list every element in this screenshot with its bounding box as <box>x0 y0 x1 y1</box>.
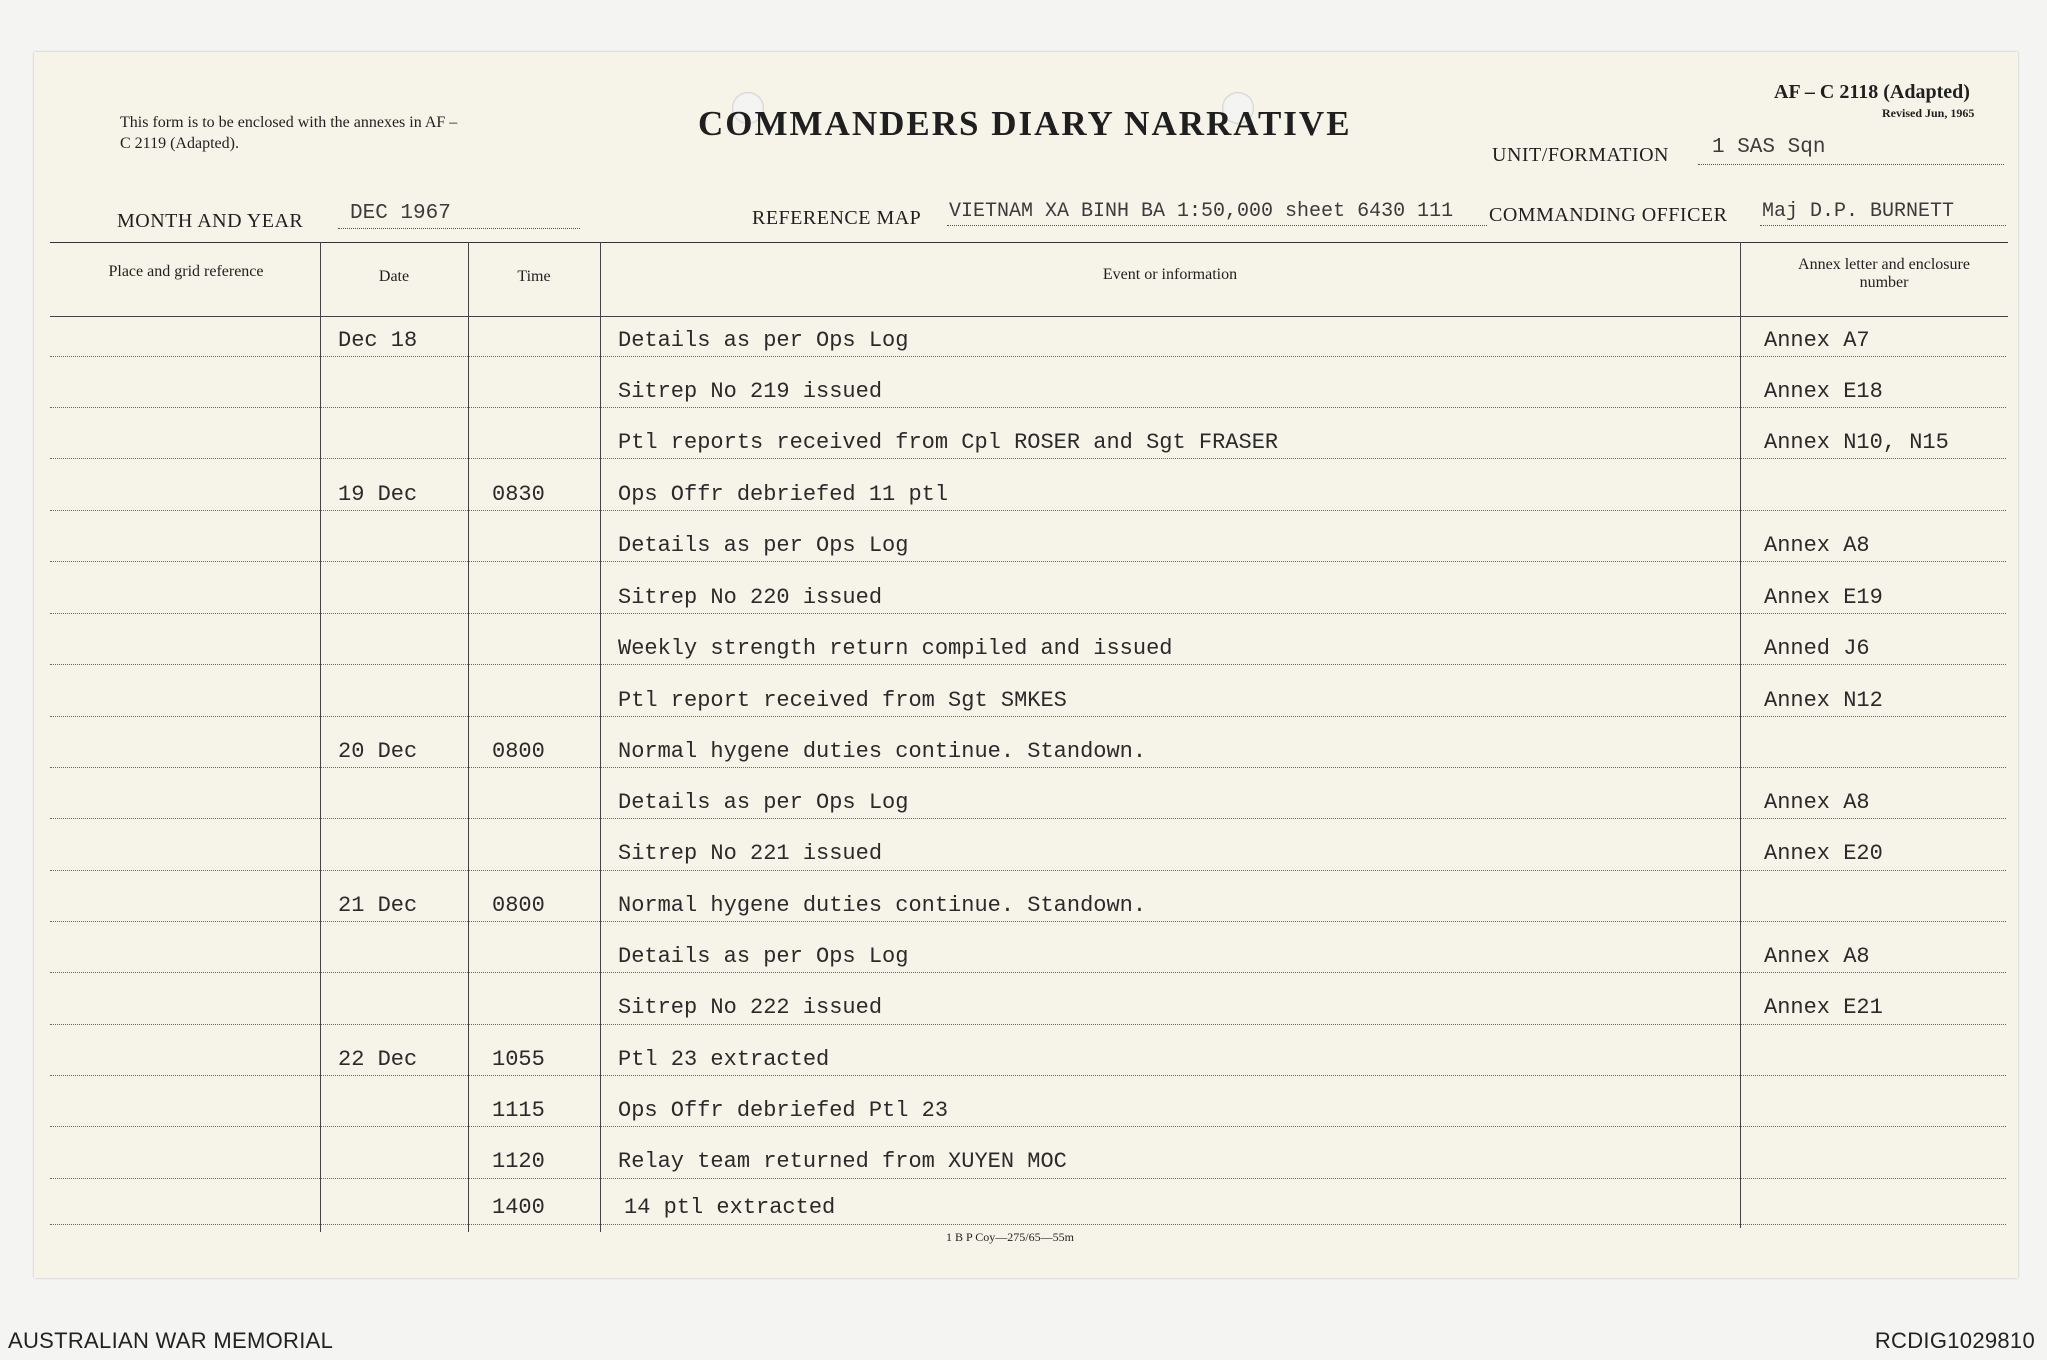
commanding-officer-label: COMMANDING OFFICER <box>1489 204 1728 226</box>
row-annex: Annex E21 <box>1764 995 1883 1020</box>
row-event: Details as per Ops Log <box>618 533 909 558</box>
unit-formation-label: UNIT/FORMATION <box>1492 144 1669 166</box>
revised-date: Revised Jun, 1965 <box>1882 106 1975 120</box>
row-time: 0830 <box>492 482 545 507</box>
row-event: Weekly strength return compiled and issued <box>618 636 1173 661</box>
row-annex: Annex E18 <box>1764 379 1883 404</box>
reference-map-label: REFERENCE MAP <box>752 207 922 229</box>
diary-form-sheet <box>34 52 2018 1278</box>
row-annex: Annex E20 <box>1764 841 1883 866</box>
row-annex: Annex A7 <box>1764 328 1870 353</box>
row-event: 14 ptl extracted <box>624 1195 836 1220</box>
row-time: 1400 <box>492 1195 545 1220</box>
header-place-grid: Place and grid reference <box>108 263 264 280</box>
row-annex: Anned J6 <box>1764 636 1870 661</box>
row-event: Ops Offr debriefed Ptl 23 <box>618 1098 949 1123</box>
row-event: Sitrep No 219 issued <box>618 379 883 404</box>
month-year-value: DEC 1967 <box>350 202 451 225</box>
row-event: Ptl reports received from Cpl ROSER and Sgt FRASER <box>618 430 1279 455</box>
commanding-officer-value: Maj D.P. BURNETT <box>1762 200 1955 223</box>
form-reference: AF – C 2118 (Adapted) <box>1774 81 1970 103</box>
form-title: COMMANDERS DIARY NARRATIVE <box>698 104 1352 143</box>
row-annex: Annex N12 <box>1764 688 1883 713</box>
row-time: 0800 <box>492 739 545 764</box>
row-annex: Annex N10, N15 <box>1764 430 1949 455</box>
header-annex: Annex letter and enclosure number <box>1798 256 1970 291</box>
row-event: Relay team returned from XUYEN MOC <box>618 1149 1067 1174</box>
header-event: Event or information <box>1102 266 1238 283</box>
row-event: Sitrep No 221 issued <box>618 841 883 866</box>
row-event: Sitrep No 220 issued <box>618 585 883 610</box>
row-event: Ops Offr debriefed 11 ptl <box>618 482 949 507</box>
row-annex: Annex A8 <box>1764 533 1870 558</box>
row-event: Details as per Ops Log <box>618 790 909 815</box>
printer-note: 1 B P Coy—275/65—55m <box>946 1230 1074 1244</box>
row-event: Ptl report received from Sgt SMKES <box>618 688 1067 713</box>
row-annex: Annex E19 <box>1764 585 1883 610</box>
row-date: 20 Dec <box>338 739 418 764</box>
row-event: Sitrep No 222 issued <box>618 995 883 1020</box>
enclosed-note: This form is to be enclosed with the annexes in AF – C 2119 (Adapted). <box>120 114 458 152</box>
header-time: Time <box>517 268 551 285</box>
row-annex: Annex A8 <box>1764 790 1870 815</box>
row-event: Details as per Ops Log <box>618 944 909 969</box>
row-time: 0800 <box>492 893 545 918</box>
row-event: Normal hygene duties continue. Standown. <box>618 893 1147 918</box>
archive-id: RCDIG1029810 <box>1874 1328 2035 1353</box>
row-date: Dec 18 <box>338 328 418 353</box>
reference-map-value: VIETNAM XA BINH BA 1:50,000 sheet 6430 111 <box>949 200 1454 223</box>
row-time: 1120 <box>492 1149 545 1174</box>
row-event: Ptl 23 extracted <box>618 1047 830 1072</box>
row-annex: Annex A8 <box>1764 944 1870 969</box>
archive-name: AUSTRALIAN WAR MEMORIAL <box>8 1328 334 1353</box>
row-event: Details as per Ops Log <box>618 328 909 353</box>
header-date: Date <box>378 268 410 285</box>
row-time: 1055 <box>492 1047 545 1072</box>
row-date: 21 Dec <box>338 893 418 918</box>
unit-formation-value: 1 SAS Sqn <box>1712 136 1826 159</box>
month-year-label: MONTH AND YEAR <box>117 210 304 232</box>
row-event: Normal hygene duties continue. Standown. <box>618 739 1147 764</box>
row-date: 22 Dec <box>338 1047 418 1072</box>
row-date: 19 Dec <box>338 482 418 507</box>
row-time: 1115 <box>492 1098 545 1123</box>
